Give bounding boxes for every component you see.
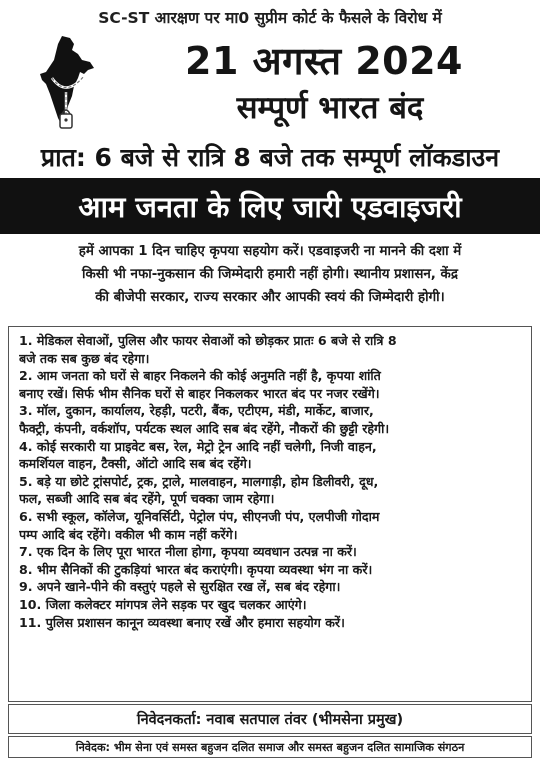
rule-line: फल, सब्जी आदि सब बंद रहेंगे, पूर्ण चक्का जाम रहेगा। xyxy=(19,491,275,507)
intro-line: की बीजेपी सरकार, राज्य सरकार और आपकी स्वयं की जिम्मेदारी होगी। xyxy=(95,290,445,305)
rule-item xyxy=(19,332,523,367)
rule-line: 2. आम जनता को घरों से बाहर निकलने की कोई अनुमति नहीं है, कृपया शांति xyxy=(19,368,381,384)
advisory-banner-text: आम जनता के लिए जारी एडवाइजरी xyxy=(78,189,462,224)
rule-item xyxy=(19,561,523,579)
rule-item xyxy=(19,596,523,614)
rule-item xyxy=(19,508,523,543)
rule-item xyxy=(19,473,523,508)
rule-item xyxy=(19,543,523,561)
rule-line: 9. अपने खाने-पीने की वस्तुएं पहले से सुरक्षित रख लें, सब बंद रहेगा। xyxy=(19,579,341,595)
rule-line: कमर्शियल वाहन, टैक्सी, ऑटो आदि सब बंद रहेंगे। xyxy=(19,456,252,472)
intro-paragraph xyxy=(18,240,522,309)
advisory-banner xyxy=(0,178,540,234)
rule-item xyxy=(19,402,523,437)
issuer-box xyxy=(8,704,532,734)
rule-line: 10. जिला कलेक्टर मांगपत्र लेने सड़क पर खुद चलकर आएंगे। xyxy=(19,596,307,612)
rule-line: 5. बड़े या छोटे ट्रांसपोर्ट, ट्रक, ट्राले, मालवाहन, मालगाड़ी, होम डिलीवरी, दूध, xyxy=(19,473,379,489)
rule-line: 7. एक दिन के लिए पूरा भारत नीला होगा, कृपया व्यवधान उत्पन्न ना करें। xyxy=(19,544,357,560)
rule-item xyxy=(19,578,523,596)
rule-line: बजे तक सब कुछ बंद रहेगा। xyxy=(19,350,150,366)
india-map-chained-icon xyxy=(38,34,96,138)
footer-text: निवेदक: भीम सेना एवं समस्त बहुजन दलित समाज और समस्त बहुजन दलित सामाजिक संगठन xyxy=(75,740,465,754)
bandh-date: 21 अगस्त 2024 xyxy=(185,39,463,83)
bandh-title: सम्पूर्ण भारत बंद xyxy=(236,90,424,126)
rule-line: पम्प आदि बंद रहेंगे। वकील भी काम नहीं करेंगे। xyxy=(19,526,238,542)
advisory-rules-list xyxy=(8,326,532,702)
rule-line: फैक्ट्री, कंपनी, वर्कशॉप, पर्यटक स्थल आदि सब बंद रहेंगे, नौकरों की छुट्टी रहेगी। xyxy=(19,420,390,436)
rule-line: 6. सभी स्कूल, कॉलेज, यूनिवर्सिटी, पेट्रोल पंप, सीएनजी पंप, एलपीजी गोदाम xyxy=(19,508,380,524)
rule-line: 11. पुलिस प्रशासन कानून व्यवस्था बनाए रखें और हमारा सहयोग करें। xyxy=(19,614,345,630)
intro-line: हमें आपका 1 दिन चाहिए कृपया सहयोग करें। एडवाइजरी ना मानने की दशा में xyxy=(78,244,462,259)
rule-line: 3. मॉल, दुकान, कार्यालय, रेहड़ी, पटरी, बैंक, एटीएम, मंडी, मार्केट, बाजार, xyxy=(19,403,374,419)
intro-line: किसी भी नफा-नुकसान की जिम्मेदारी हमारी नहीं होगी। स्थानीय प्रशासन, केंद्र xyxy=(82,267,458,282)
protest-context-line: SC-ST आरक्षण पर मा0 सुप्रीम कोर्ट के फैसले के विरोध में xyxy=(98,9,442,27)
footer-box xyxy=(8,736,532,758)
lockdown-timing: प्रात: 6 बजे से रात्रि 8 बजे तक सम्पूर्ण लॉकडाउन xyxy=(40,143,500,172)
rule-item xyxy=(19,614,523,632)
rule-line: 8. भीम सैनिकों की टुकड़ियां भारत बंद कराएंगी। कृपया व्यवस्था भंग ना करें। xyxy=(19,561,373,577)
issuer-text: निवेदनकर्ता: नवाब सतपाल तंवर (भीमसेना प्रमुख) xyxy=(136,712,404,728)
rule-line: बनाए रखें। सिर्फ भीम सैनिक घरों से बाहर निकलकर भारत बंद पर नजर रखेंगे। xyxy=(19,385,380,401)
rule-line: 1. मेडिकल सेवाओं, पुलिस और फायर सेवाओं को छोड़कर प्रातः 6 बजे से रात्रि 8 xyxy=(19,333,397,348)
rule-item xyxy=(19,367,523,402)
rule-line: 4. कोई सरकारी या प्राइवेट बस, रेल, मेट्रो ट्रेन आदि नहीं चलेगी, निजी वाहन, xyxy=(19,438,377,454)
rule-item xyxy=(19,438,523,473)
